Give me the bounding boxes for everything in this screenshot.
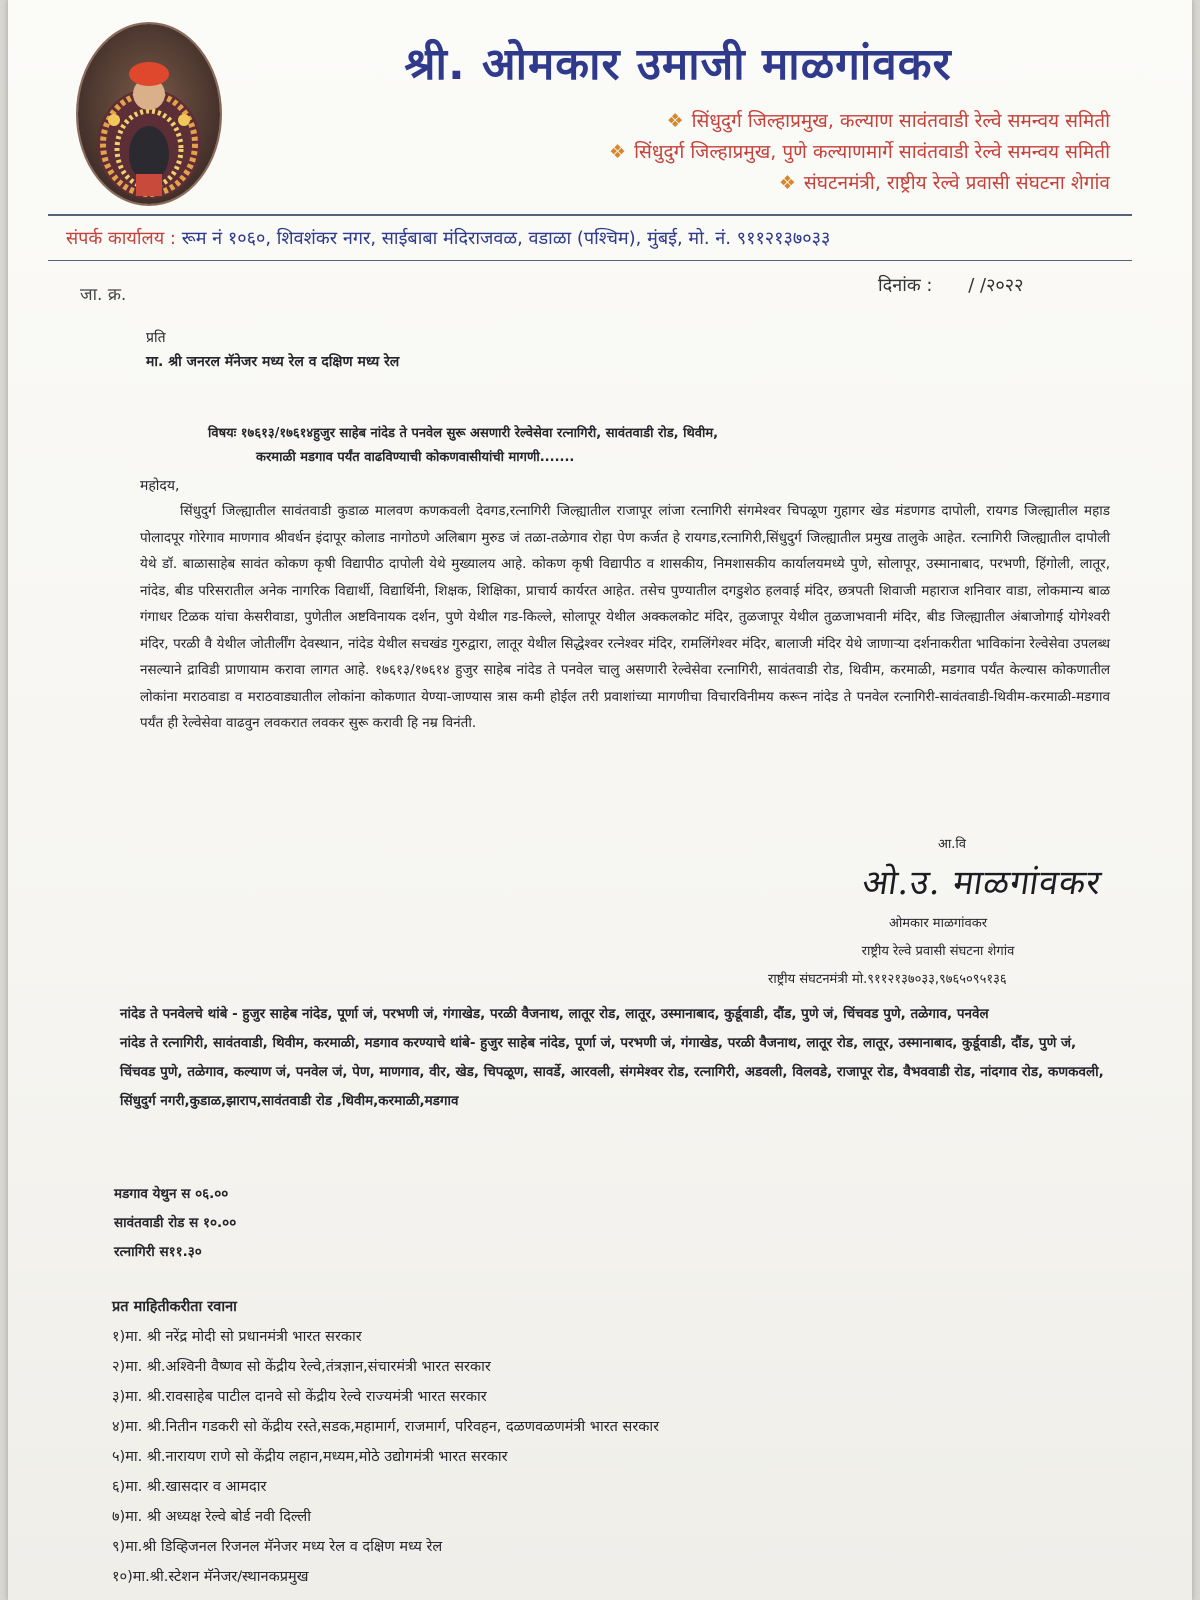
- extended-stops: नांदेड ते रत्नागिरी, सावंतवाडी, थिवीम, करमाळी, मडगाव करण्याचे थांबे- हुजुर साहेब नांदेड, पूर्णा जं, परभणी जं, गंगाखेड, परळी वैजनाथ, लातूर रोड, लातूर, उस्मानाबाद, कुर्डूवाडी, दौंड, पुणे जं, चिंचवड पुणे, तळेगाव, कल्याण जं, पनवेल जं, पेण, माणगाव, वीर, खेड, चिपळूण, सावर्डे, आरवली, संगमेश्वर रोड, रत्नागिरी, अडवली, विलवडे, राजापूर रोड, वैभववाडी रोड, नांदगाव रोड, कणकवली, सिंधुदुर्ग नगरी,कुडाळ,झाराप,सावंतवाडी रोड ,थिवीम,करमाळी,मडगाव: [120, 1035, 1104, 1109]
- contact-office: [66, 226, 830, 250]
- letter-body: सिंधुदुर्ग जिल्ह्यातील सावंतवाडी कुडाळ मालवण कणकवली देवगड,रत्नागिरी जिल्ह्यातील राजापूर लांजा रत्नागिरी संगमेश्वर चिपळूण गुहागर खेड मंडणगड दापोली, रायगड जिल्ह्यातील महाड पोलादपूर गोरेगाव माणगाव श्रीवर्धन इंदापूर कोलाड नागोठणे अलिबाग मुरुड जं तळा-तळेगाव रोहा पेण कर्जत हे रायगड,रत्नागिरी,सिंधुदुर्ग जिल्ह्यातील प्रमुख तालुके आहेत. रत्नागिरी जिल्ह्यातील दापोली येथे डॉ. बाळासाहेब सावंत कोकण कृषी विद्यापीठ दापोली येथे मुख्यालय आहे. कोकण कृषी विद्यापीठ व शासकीय, निमशासकीय कार्यालयमध्ये पुणे, सोलापूर, उस्मानाबाद, परभणी, हिंगोली, लातूर, नांदेड, बीड परिसरातील अनेक नागरिक विद्यार्थी, विद्यार्थिनी, शिक्षक, शिक्षिका, प्राचार्य कार्यरत आहेत. तसेच पुण्यातील दगडुशेठ हलवाई मंदिर, छत्रपती शिवाजी महाराज शनिवार वाडा, लोकमान्य बाळ गंगाधर टिळक यांचा केसरीवाडा, पुणेतील अष्टविनायक दर्शन, पुणे येथील गड-किल्ले, सोलापूर येथील अक्कलकोट मंदिर, तुळजापूर येथील तुळजाभवानी मंदिर, बीड जिल्ह्यातील अंबाजोगाई योगेश्वरी मंदिर, परळी वै येथील जोतीर्लींग देवस्थान, नांदेड येथील सचखंड गुरुद्वारा, लातूर येथील सिद्धेश्वर रत्नेश्वर मंदिर, रामलिंगेश्वर मंदिर, बालाजी मंदिर येथे जाणाऱ्या दर्शनाकरीता भाविकांना रेल्वेसेवा उपलब्ध नसल्याने द्राविडी प्राणायाम करावा लागत आहे. १७६१३/१७६१४ हुजुर साहेब नांदेड ते पनवेल चालु असणारी रेल्वेसेवा रत्नागिरी, सावंतवाडी रोड, थिवीम, करमाळी, मडगाव पर्यंत केल्यास कोकणातील लोकांना मराठवाडा व मराठवाड्यातील लोकांना कोकणात येण्या-जाण्यास त्रास कमी होईल तरी प्रवाशांच्या मागणीचा विचारविनीमय करून नांदेड ते पनवेल रत्नागिरी-सावंतवाडी-थिवीम-करमाळी-मडगाव पर्यंत ही रेल्वेसेवा वाढवुन लवकरात लवकर सुरू करावी हि नम्र विनंती.: [140, 503, 1110, 731]
- closing: आ.वि: [938, 837, 967, 852]
- header-divider-bottom: [48, 260, 1132, 261]
- post-line-3: ❖ संघटनमंत्री, राष्ट्रीय रेल्वे प्रवासी संघटना शेगांव: [778, 172, 1110, 194]
- time-row: सावंतवाडी रोड स १०.००: [114, 1215, 237, 1231]
- date-field: [878, 273, 1024, 297]
- panvel-stops: नांदेड ते पनवेलचे थांबे - हुजुर साहेब नांदेड, पूर्णा जं, परभणी जं, गंगाखेड, परळी वैजनाथ, लातूर रोड, लातूर, उस्मानाबाद, कुर्डूवाडी, दौंड, पुणे जं, चिंचवड पुणे, तळेगाव, पनवेल: [120, 1006, 989, 1022]
- stops-section: [120, 1000, 1110, 1116]
- signature-block: [748, 910, 1128, 994]
- signer-org: राष्ट्रीय रेल्वे प्रवासी संघटना शेगांव: [861, 944, 1015, 959]
- sender-posts: [609, 106, 1110, 199]
- date-label: दिनांक :: [878, 275, 933, 296]
- post-line-1: ❖ सिंधुदुर्ग जिल्हाप्रमुख, कल्याण सावंतवाडी रेल्वे समन्वय समिती: [666, 110, 1110, 132]
- deity-photo: [76, 22, 222, 206]
- copy-item: १०)मा.श्री.स्टेशन मॅनेजर/स्थानकप्रमुख: [112, 1569, 309, 1585]
- copy-item: ७)मा. श्री अध्यक्ष रेल्वे बोर्ड नवी दिल्ली: [112, 1509, 312, 1525]
- signer-name: ओमकार माळगांवकर: [888, 916, 988, 931]
- subject-line-2: करमाळी मडगाव पर्यंत वाढविण्याची कोकणवासीयांची मागणी.......: [256, 450, 575, 465]
- copies-heading: प्रत माहितीकरीता रवाना: [112, 1299, 237, 1315]
- bullet-icon: ❖: [666, 110, 684, 132]
- copy-item: २)मा. श्री.अश्विनी वैष्णव सो केंद्रीय रेल्वे,तंत्रज्ञान,संचारमंत्री भारत सरकार: [112, 1359, 491, 1375]
- copy-item: ४)मा. श्री.नितीन गडकरी सो केंद्रीय रस्ते,सडक,महामार्ग, राजमार्ग, परिवहन, दळणवळणमंत्री भारत सरकार: [112, 1419, 660, 1435]
- office-address: रूम नं १०६०, शिवशंकर नगर, साईबाबा मंदिराजवळ, वडाळा (पश्चिम), मुंबई, मो. नं. ९११२१३७०३३: [181, 228, 831, 249]
- office-label: संपर्क कार्यालय :: [66, 228, 176, 249]
- time-row: मडगाव येथुन स ०६.००: [114, 1186, 229, 1202]
- header-divider-top: [48, 214, 1132, 216]
- copy-item: ९)मा.श्री डिव्हिजनल रिजनल मॅनेजर मध्य रेल व दक्षिण मध्य रेल: [112, 1539, 443, 1555]
- post-line-2: ❖ सिंधुदुर्ग जिल्हाप्रमुख, पुणे कल्याणमार्गे सावंतवाडी रेल्वे समन्वय समिती: [609, 141, 1110, 163]
- recipient: मा. श्री जनरल मॅनेजर मध्य रेल व दक्षिण मध्य रेल: [146, 354, 400, 370]
- copy-item: ५)मा. श्री.नारायण राणे सो केंद्रीय लहान,मध्यम,मोठे उद्योगमंत्री भारत सरकार: [112, 1449, 508, 1465]
- sender-name: श्री. ओमकार उमाजी माळगांवकर: [404, 39, 952, 90]
- copies-section: [112, 1292, 659, 1592]
- deity-image-icon: [78, 24, 220, 204]
- salutation: महोदय,: [140, 478, 180, 494]
- bullet-icon: ❖: [778, 172, 796, 194]
- prati-label: प्रति: [146, 330, 166, 346]
- signer-contact: राष्ट्रीय संघटनमंत्री मो.९११२१३७०३३,९७६५०९५१३६: [768, 972, 1007, 987]
- date-value: / /२०२२: [968, 275, 1024, 296]
- copy-item: ६)मा. श्री.खासदार व आमदार: [112, 1479, 267, 1495]
- copy-item: १)मा. श्री नरेंद्र मोदी सो प्रधानमंत्री भारत सरकार: [112, 1329, 362, 1345]
- bullet-icon: ❖: [609, 141, 627, 163]
- time-row: रत्नागिरी स११.३०: [114, 1244, 202, 1260]
- departure-times: [114, 1180, 236, 1267]
- reference-number: जा. क्र.: [80, 285, 127, 305]
- letter-sheet: [8, 0, 1192, 1600]
- subject: [208, 422, 1068, 470]
- copy-item: ३)मा. श्री.रावसाहेब पाटील दानवे सो केंद्रीय रेल्वे राज्यमंत्री भारत सरकार: [112, 1389, 487, 1405]
- handwritten-signature: ओ.उ. माळगांवकर: [859, 863, 1105, 903]
- subject-line-1: विषयः १७६१३/१७६१४हुजुर साहेब नांदेड ते पनवेल सुरू असणारी रेल्वेसेवा रत्नागिरी, सावंतवाडी रोड, थिवीम,: [208, 426, 719, 441]
